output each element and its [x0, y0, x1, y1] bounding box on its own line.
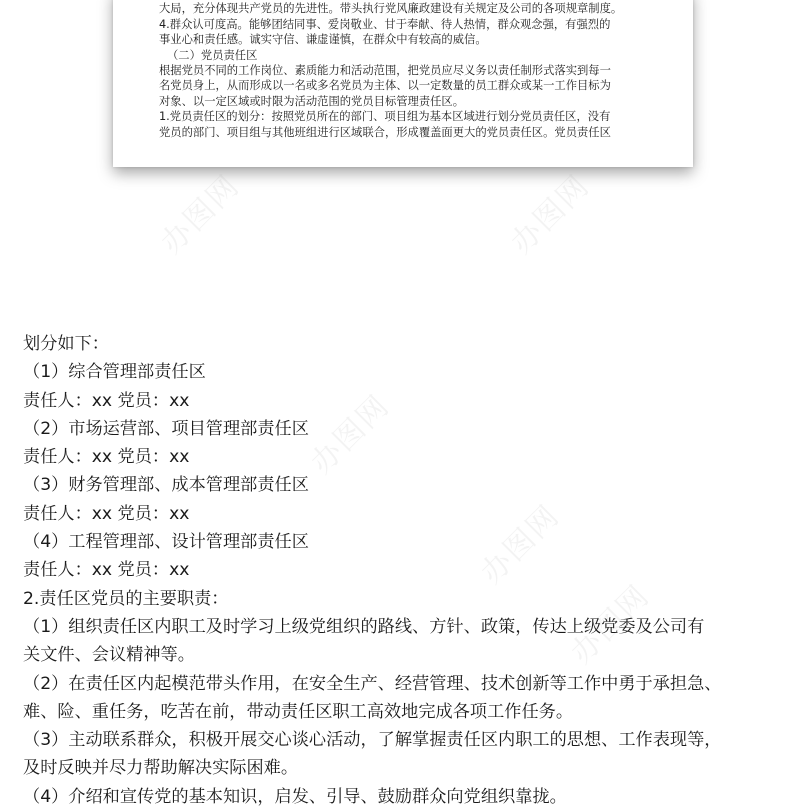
text-line: 划分如下： [23, 334, 109, 354]
doc-line: 1.党员责任区的划分：按照党员所在的部门、项目组为基本区域进行划分党员责任区，没有 [159, 110, 611, 124]
doc-line: 4.群众认可度高。能够团结同事、爱岗敬业、甘于奉献、待人热情，群众观念强，有强烈的 [159, 17, 611, 31]
text-line: （4）工程管理部、设计管理部责任区 [23, 532, 309, 553]
text-line: （3）财务管理部、成本管理部责任区 [23, 475, 309, 496]
document-page-preview [113, 0, 693, 167]
text-line: 2.责任区党员的主要职责： [23, 588, 229, 609]
document-page-text [159, 0, 649, 140]
watermark-text: 办图网 [564, 578, 657, 671]
text-line: （2）在责任区内起模范带头作用，在安全生产、经营管理、技术创新等工作中勇于承担急、 [23, 673, 722, 694]
doc-line: 事业心和责任感。诚实守信、谦虚谨慎，在群众中有较高的威信。 [159, 33, 487, 47]
watermark-text: 办图网 [504, 168, 597, 261]
text-line: （4）介绍和宣传党的基本知识，启发、引导、鼓励群众向党组织靠拢。 [23, 786, 567, 807]
doc-line: 名党员身上，从而形成以一名或多名党员为主体、以一定数量的员工群众或某一工作目标为 [159, 79, 611, 93]
text-line: 责任人：xx 党员：xx [23, 447, 190, 468]
doc-line: 党员的部门、项目组与其他班组进行区域联合，形成覆盖面更大的党员责任区。党员责任区 [159, 125, 611, 139]
text-line: 难、险、重任务，吃苦在前，带动责任区职工高效地完成各项工作任务。 [23, 701, 574, 722]
text-line: （3）主动联系群众，积极开展交心谈心活动，了解掌握责任区内职工的思想、工作表现等， [23, 730, 722, 751]
text-line: 责任人：xx 党员：xx [23, 390, 190, 411]
doc-line: 根据党员不同的工作岗位、素质能力和活动范围，把党员应尽义务以责任制形式落实到每一 [159, 64, 611, 78]
watermark-text: 办图网 [154, 168, 247, 261]
watermark-text: 办图网 [304, 388, 397, 481]
doc-line: 大局，充分体现共产党员的先进性。带头执行党风廉政建设有关规定及公司的各项规章制度。 [159, 2, 623, 16]
text-line: 及时反映并尽力帮助解决实际困难。 [23, 758, 299, 779]
text-line: 责任人：xx 党员：xx [23, 503, 190, 524]
text-line: 责任人：xx 党员：xx [23, 560, 190, 581]
text-line: （1）组织责任区内职工及时学习上级党组织的路线、方针、政策，传达上级党委及公司有 [23, 616, 705, 637]
watermark-text: 办图网 [474, 498, 567, 591]
text-line: 关文件、会议精神等。 [23, 645, 195, 666]
main-text-body [23, 330, 783, 811]
text-line: （1）综合管理部责任区 [23, 362, 206, 383]
doc-line: 对象、以一定区域或时限为活动范围的党员目标管理责任区。 [159, 94, 465, 108]
doc-section-heading: （二）党员责任区 [167, 48, 258, 62]
text-line: （2）市场运营部、项目管理部责任区 [23, 418, 309, 439]
